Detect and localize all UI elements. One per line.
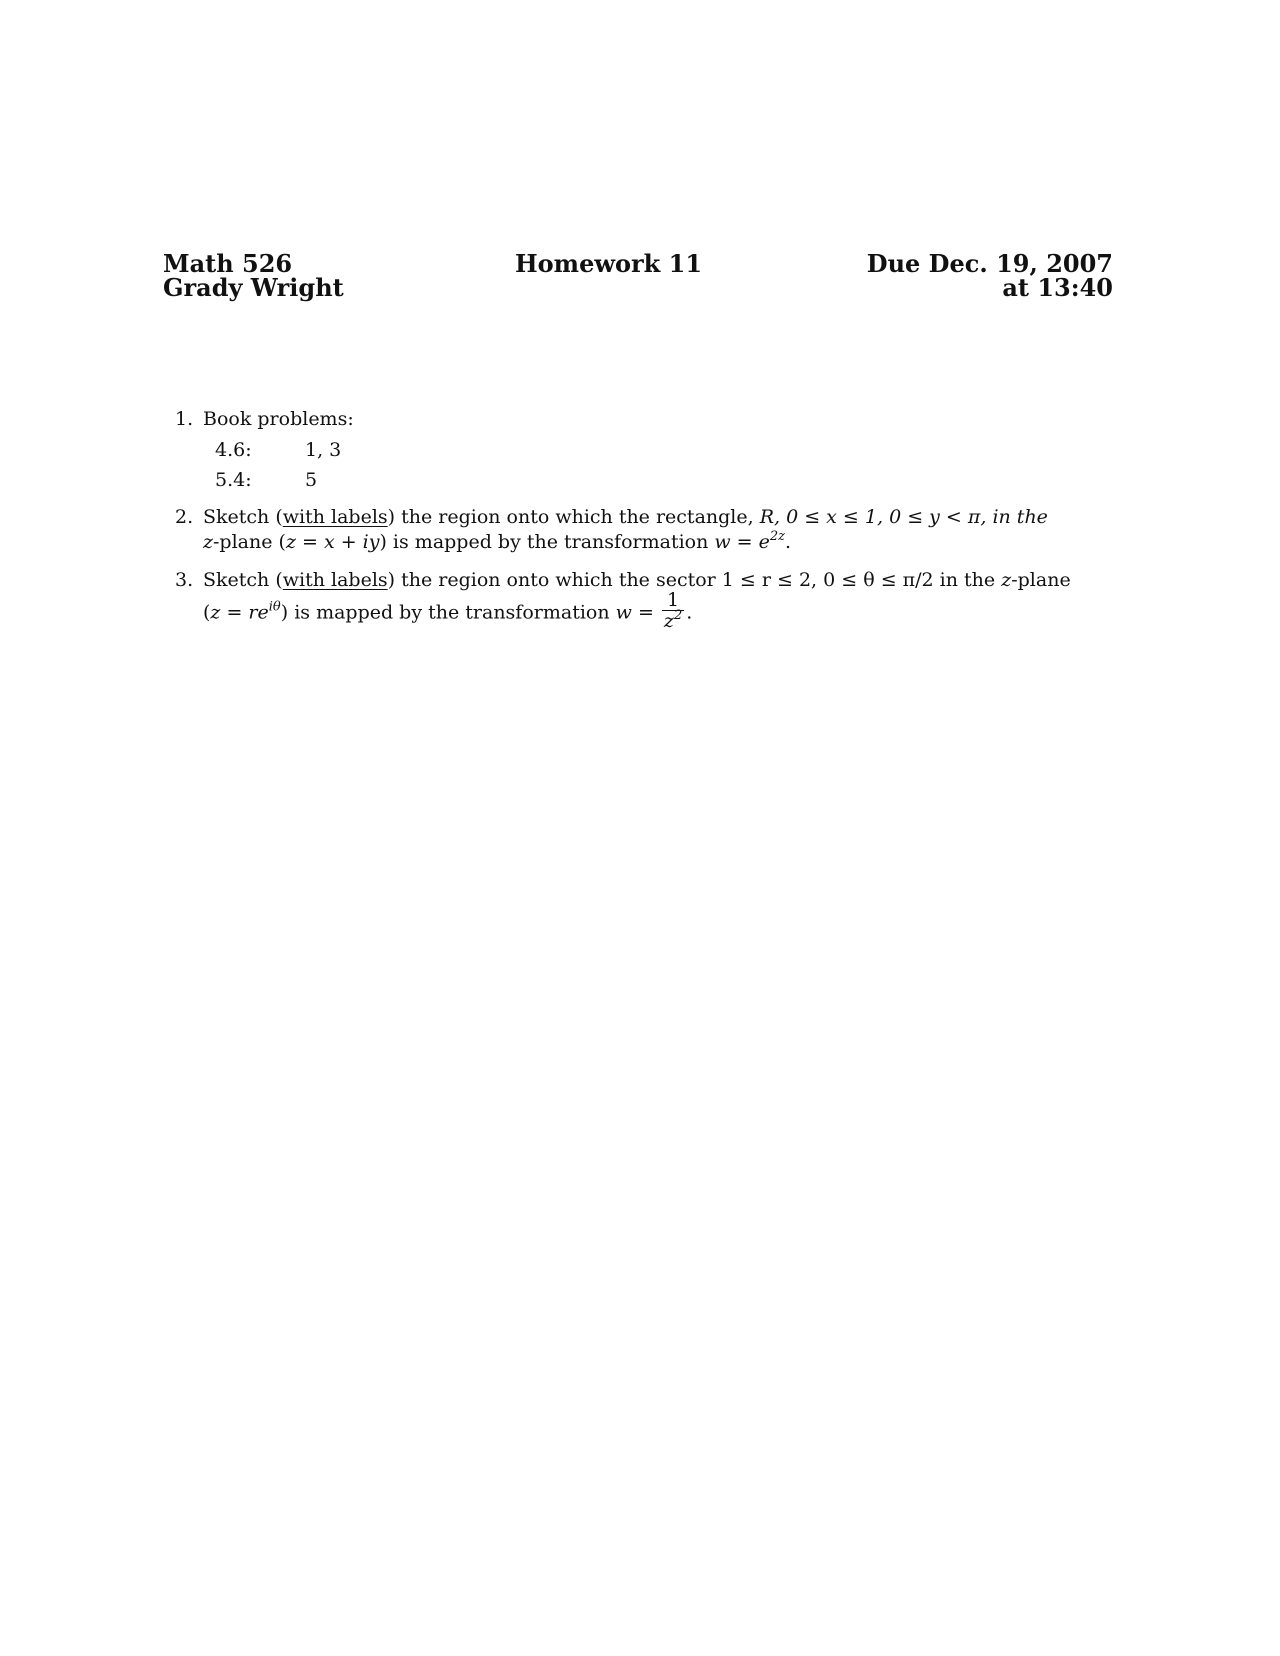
underlined-text: with labels [282,506,388,528]
text-fragment: Sketch ( [203,506,283,528]
math-exponent: 2 [673,608,683,623]
math-variable: z [663,610,674,632]
math-equation: w = [615,601,654,624]
problem-text-line [203,568,1071,593]
fraction-denominator [662,608,684,632]
book-problems-table [215,435,1055,495]
problem-2 [175,505,1055,555]
math-equation: z = re [210,601,269,624]
homework-title: Homework 11 [515,249,703,278]
book-problem-numbers: 5 [305,468,318,491]
problem-number: 2. [175,506,194,528]
problem-3 [175,568,1071,634]
math-variable: z [203,531,214,553]
text-fragment: ) the region onto which the rectangle, [387,506,760,528]
text-fragment: . [785,531,792,553]
underlined-text: with labels [282,569,388,591]
book-section: 4.6: [215,438,252,461]
document-header [163,249,1113,312]
book-problem-row [215,465,1055,495]
math-exponent: 2z [769,529,786,544]
math-condition: , 0 ≤ x ≤ 1, 0 ≤ y < π, in the [774,506,1048,528]
problem-text-line [203,505,1055,530]
math-equation: w = e [714,531,770,553]
instructor-name: Grady Wright [163,273,344,302]
text-fragment: Sketch ( [203,569,283,591]
problem-number: 1. [175,408,194,430]
course-info [163,249,344,302]
due-time: at 13:40 [1002,273,1113,302]
problem-text-line [203,589,1055,634]
text-fragment: . [686,601,693,624]
text-fragment: ) is mapped by the transformation [280,601,616,624]
text-fragment: ) is mapped by the transformation [379,531,715,553]
math-equation: z = x + iy [285,531,380,553]
problem-1 [175,407,1055,495]
text-fragment: ( [203,601,211,624]
text-fragment: ) the region onto which the sector 1 ≤ r ≤ 2, 0 ≤ θ ≤ π/2 in the [387,569,1002,591]
book-problem-numbers: 1, 3 [305,438,342,461]
math-variable: R [759,506,775,528]
course-name: Math 526 [163,249,293,278]
problem-number: 3. [175,569,194,591]
text-fragment: -plane ( [213,531,286,553]
math-exponent: iθ [268,599,281,615]
math-fraction [662,590,684,631]
problem-text-line [203,530,1055,555]
text-fragment: -plane [1011,569,1071,591]
problem-list [175,407,1071,634]
due-info [866,249,1113,302]
math-variable: z [1001,569,1012,591]
book-problem-row [215,435,1055,465]
fraction-numerator: 1 [662,590,684,611]
problem-intro: Book problems: [203,408,354,430]
due-date: Due Dec. 19, 2007 [866,249,1113,278]
book-section: 5.4: [215,468,252,491]
